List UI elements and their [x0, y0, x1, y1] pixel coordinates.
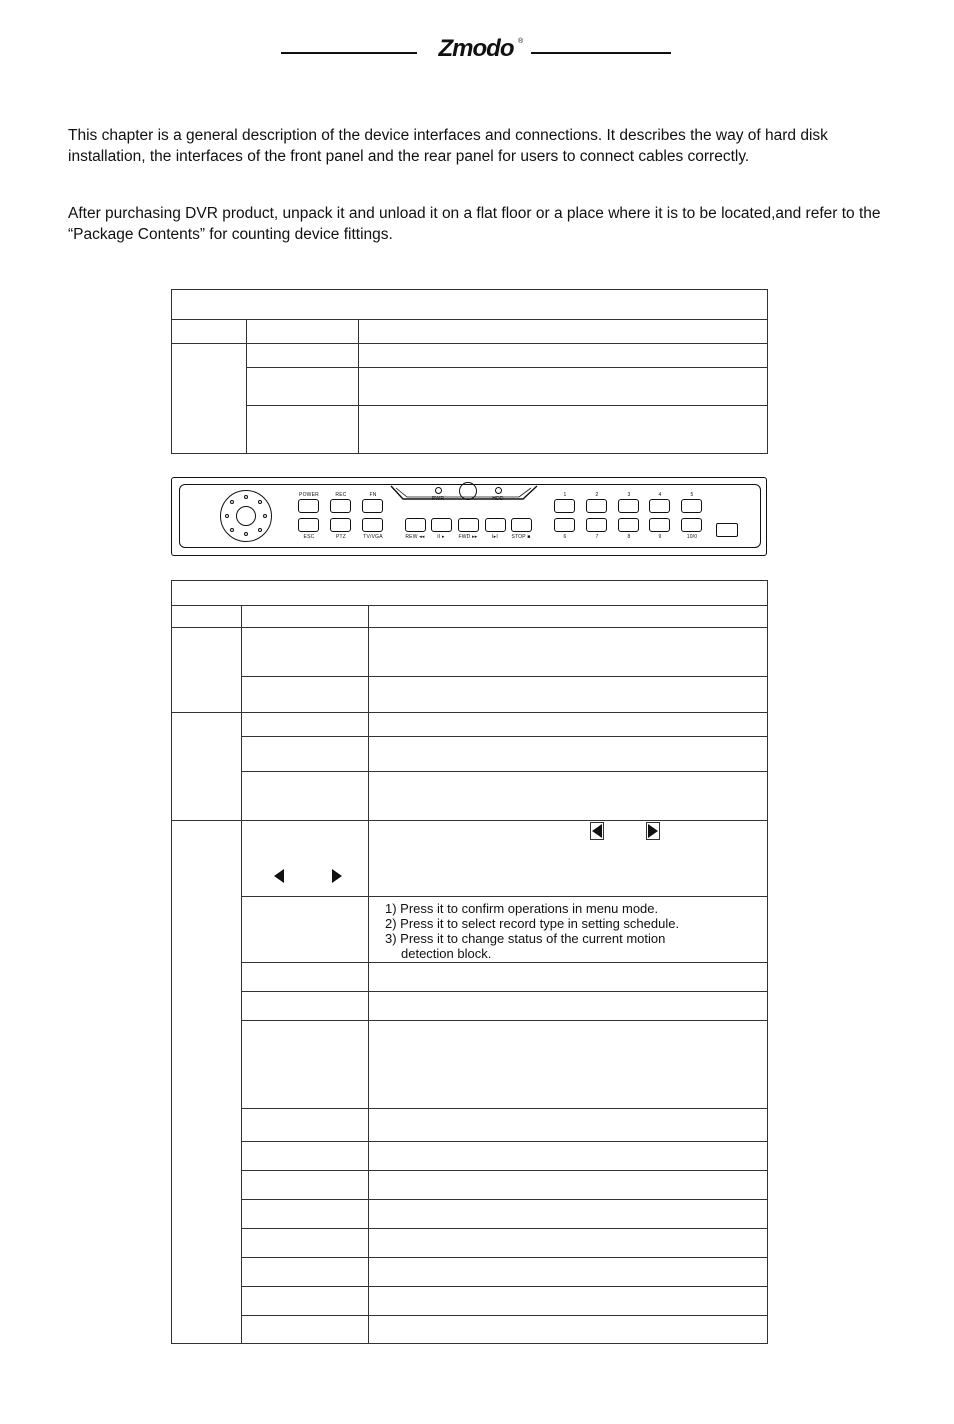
play-pause-button[interactable] — [431, 518, 452, 532]
table-row — [172, 1316, 768, 1344]
table-row — [172, 320, 768, 344]
number-label-1: 1 — [563, 492, 567, 498]
direction-keys-desc-cell — [369, 821, 768, 897]
table-row — [172, 1109, 768, 1142]
table-1 — [171, 289, 768, 454]
number-button-10[interactable] — [681, 518, 702, 532]
fwd-button[interactable] — [458, 518, 479, 532]
esc-label: ESC — [303, 534, 315, 540]
number-button-6[interactable] — [554, 518, 575, 532]
table-row — [172, 606, 768, 628]
rew-label: REW ◂◂ — [405, 534, 425, 540]
number-button-7[interactable] — [586, 518, 607, 532]
esc-button[interactable] — [298, 518, 319, 532]
jog-dot — [244, 495, 248, 499]
header-rule-left — [281, 52, 417, 54]
table-row — [172, 1021, 768, 1109]
header-rule-right — [531, 52, 671, 54]
number-label-9: 9 — [658, 534, 662, 540]
table-row — [172, 368, 768, 406]
fn-label: FN — [369, 492, 377, 498]
registered-mark: ® — [518, 38, 524, 45]
hdd-led — [495, 487, 502, 494]
jog-dot — [258, 528, 262, 532]
table-row — [172, 1287, 768, 1316]
number-button-8[interactable] — [618, 518, 639, 532]
rew-button[interactable] — [405, 518, 426, 532]
direction-keys-cell — [242, 821, 369, 897]
number-label-4: 4 — [658, 492, 662, 498]
table-row — [172, 821, 768, 897]
ir-receiver — [459, 482, 477, 500]
number-button-3[interactable] — [618, 499, 639, 513]
table-row — [172, 963, 768, 992]
frame-step-button[interactable] — [485, 518, 506, 532]
enter-notes-cell — [369, 897, 768, 963]
right-arrow-key-icon — [646, 822, 660, 840]
play-pause-label: II ▸ — [437, 534, 445, 540]
table-row — [172, 406, 768, 454]
number-button-4[interactable] — [649, 499, 670, 513]
table-row — [172, 772, 768, 821]
usb-port[interactable] — [716, 523, 738, 537]
number-label-3: 3 — [627, 492, 631, 498]
power-label: POWER — [299, 492, 319, 498]
table-row — [172, 344, 768, 368]
jog-dot — [263, 514, 267, 518]
number-label-5: 5 — [690, 492, 694, 498]
jog-dot — [230, 528, 234, 532]
tv-vga-label: TV/VGA — [363, 534, 383, 540]
fn-button[interactable] — [362, 499, 383, 513]
table-2-title-row — [172, 581, 768, 606]
table-row — [172, 628, 768, 677]
jog-dot — [258, 500, 262, 504]
table-row — [172, 1229, 768, 1258]
number-button-1[interactable] — [554, 499, 575, 513]
right-arrow-icon — [332, 869, 342, 883]
pwr-led — [435, 487, 442, 494]
ptz-button[interactable] — [330, 518, 351, 532]
fwd-label: FWD ▸▸ — [458, 534, 478, 540]
number-label-7: 7 — [595, 534, 599, 540]
jog-center[interactable] — [236, 506, 256, 526]
frame-step-label: I▸I — [492, 534, 498, 540]
table-row — [172, 1142, 768, 1171]
power-button[interactable] — [298, 499, 319, 513]
table-row — [172, 677, 768, 713]
number-label-8: 8 — [627, 534, 631, 540]
table-row — [172, 1258, 768, 1287]
jog-dot — [230, 500, 234, 504]
left-arrow-icon — [274, 869, 284, 883]
stop-button[interactable] — [511, 518, 532, 532]
enter-note-3: 3) Press it to change status of the current motion — [385, 931, 666, 946]
intro-paragraph: This chapter is a general description of the device interfaces and connections. It describes the way of hard disk installation, the interfaces of the front panel and the rear panel for users to connect cables correctly. — [68, 127, 828, 165]
number-label-6: 6 — [563, 534, 567, 540]
number-label-2: 2 — [595, 492, 599, 498]
ptz-label: PTZ — [335, 534, 347, 540]
jog-dot — [244, 532, 248, 536]
hdd-led-label: HDD — [492, 496, 504, 502]
enter-note-2: 2) Press it to select record type in setting schedule. — [385, 916, 680, 931]
table-1-title-row — [172, 290, 768, 320]
pwr-led-label: PWR — [431, 496, 445, 502]
number-button-2[interactable] — [586, 499, 607, 513]
rec-label: REC — [335, 492, 347, 498]
table-row — [172, 897, 768, 963]
enter-note-3-cont: detection block. — [401, 946, 492, 961]
table-row — [172, 1171, 768, 1200]
tv-vga-button[interactable] — [362, 518, 383, 532]
rec-button[interactable] — [330, 499, 351, 513]
table-row — [172, 737, 768, 772]
brand-logo: Zmodo — [438, 35, 514, 62]
table-2 — [171, 580, 768, 1344]
number-button-9[interactable] — [649, 518, 670, 532]
enter-note-1: 1) Press it to confirm operations in menu mode. — [385, 901, 659, 916]
jog-dot — [225, 514, 229, 518]
table-row — [172, 992, 768, 1021]
table-row — [172, 713, 768, 737]
number-button-5[interactable] — [681, 499, 702, 513]
left-arrow-key-icon — [590, 822, 604, 840]
table-row — [172, 1200, 768, 1229]
unpack-paragraph: After purchasing DVR product, unpack it and unload it on a flat floor or a place where it is to be located,and refer to the “Package Contents” for counting device fittings. — [68, 205, 881, 243]
number-label-10: 10/0 — [686, 534, 698, 540]
stop-label: STOP ■ — [511, 534, 531, 540]
